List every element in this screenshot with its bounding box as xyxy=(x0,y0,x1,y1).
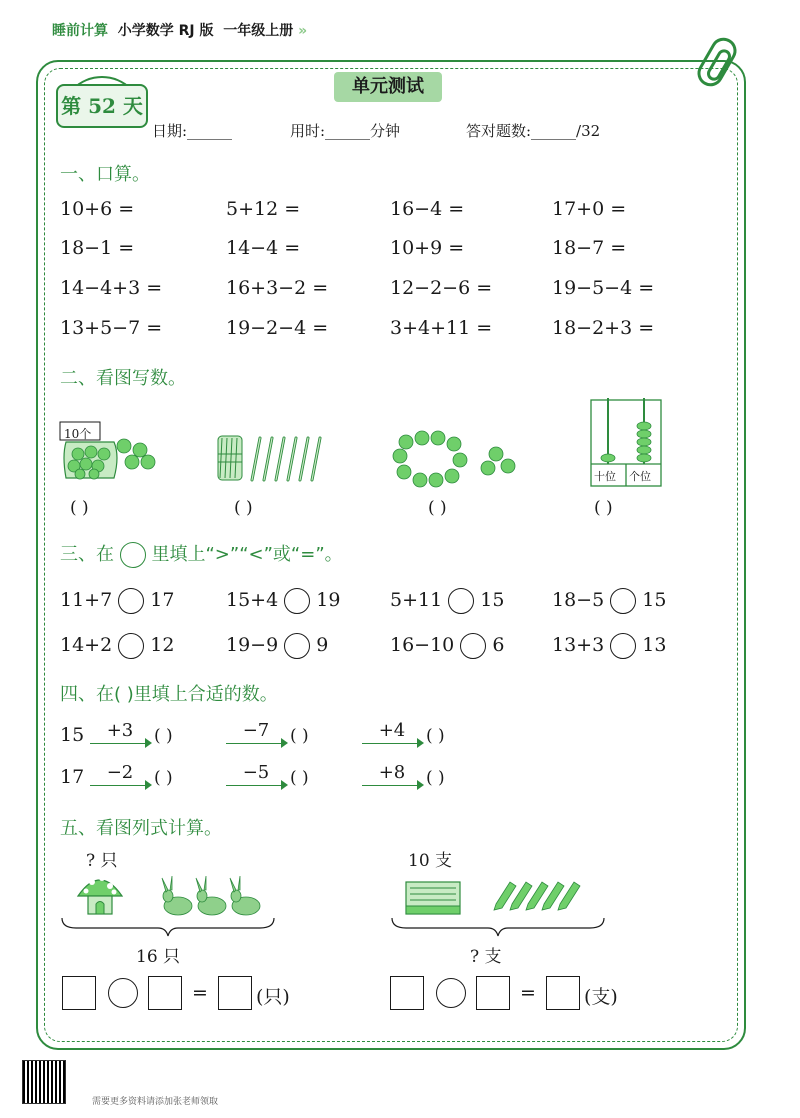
header-subject: 小学数学 RJ 版 xyxy=(117,23,214,39)
left-bottom-label: 16 只 xyxy=(136,947,181,967)
header-brand: 睡前计算 xyxy=(52,23,108,39)
chain-blank[interactable]: ( ) xyxy=(426,768,445,788)
chain-blank[interactable]: ( ) xyxy=(154,726,173,746)
equation: 18−7 = xyxy=(552,237,627,259)
day-badge: 第 52 天 xyxy=(56,84,148,128)
arrow-right-icon xyxy=(145,780,152,790)
answer-box[interactable] xyxy=(148,976,182,1010)
left-top-label: ? 只 xyxy=(86,851,118,871)
abacus-ones-label: 个位 xyxy=(629,470,651,483)
equation: 14−4+3 = xyxy=(60,277,163,299)
compare-circle[interactable] xyxy=(610,588,636,614)
chain-blank[interactable]: ( ) xyxy=(290,768,309,788)
arrow-op-label: −5 xyxy=(242,762,270,783)
compare-circle[interactable] xyxy=(284,633,310,659)
compare-circle[interactable] xyxy=(460,633,486,659)
answer-box[interactable] xyxy=(218,976,252,1010)
arrow-op-label: −2 xyxy=(106,762,134,783)
arrow-line xyxy=(226,743,286,745)
equation: 19−5−4 = xyxy=(552,277,655,299)
equation: 3+4+11 = xyxy=(390,317,493,339)
bag-label: 10个 xyxy=(64,427,92,441)
mushroom-rabbits-picture xyxy=(56,866,280,938)
chain-blank[interactable]: ( ) xyxy=(290,726,309,746)
compare-right: 13 xyxy=(642,634,667,656)
arrow-op-label: −7 xyxy=(242,720,270,741)
equation: 17+0 = xyxy=(552,198,627,220)
equation: 18−2+3 = xyxy=(552,317,655,339)
unit-label: (只) xyxy=(256,986,290,1008)
arrow-line xyxy=(226,785,286,787)
compare-left: 19−9 xyxy=(226,634,279,656)
circle-icon xyxy=(120,542,146,568)
arrow-line xyxy=(362,785,422,787)
section4-title: 四、在( )里填上合适的数。 xyxy=(60,684,278,705)
chevron-right-icon: » xyxy=(298,23,308,39)
answer-box[interactable] xyxy=(476,976,510,1010)
compare-circle[interactable] xyxy=(118,588,144,614)
equation: 19−2−4 = xyxy=(226,317,329,339)
footer-note: 需要更多资料请添加张老师领取 xyxy=(92,1097,219,1107)
qr-code[interactable] xyxy=(22,1060,66,1104)
chain-start: 15 xyxy=(60,724,85,746)
equation: 16−4 = xyxy=(390,198,465,220)
equation: 12−2−6 = xyxy=(390,277,493,299)
arrow-op-label: +8 xyxy=(378,762,406,783)
compare-item xyxy=(390,588,504,614)
right-bottom-label: ? 支 xyxy=(470,947,502,967)
pencil-box-picture xyxy=(386,866,612,938)
compare-item xyxy=(60,588,174,614)
arrow-operation xyxy=(90,762,150,786)
section1-title: 一、口算。 xyxy=(60,164,150,185)
equals-sign: = xyxy=(520,982,536,1004)
compare-item xyxy=(390,633,504,659)
date-field[interactable]: 日期:______ xyxy=(152,122,233,140)
equation: 14−4 = xyxy=(226,237,301,259)
arrow-right-icon xyxy=(417,780,424,790)
arrow-line xyxy=(90,785,150,787)
compare-item xyxy=(226,588,340,614)
compare-right: 12 xyxy=(150,634,175,656)
abacus-tens-label: 十位 xyxy=(594,470,616,483)
answer-blank[interactable]: ( ) xyxy=(428,498,447,518)
arrow-op-label: +4 xyxy=(378,720,406,741)
answer-box[interactable] xyxy=(62,976,96,1010)
arrow-right-icon xyxy=(281,738,288,748)
compare-right: 6 xyxy=(492,634,505,656)
compare-left: 14+2 xyxy=(60,634,113,656)
equation: 16+3−2 = xyxy=(226,277,329,299)
compare-item xyxy=(552,588,666,614)
compare-left: 13+3 xyxy=(552,634,605,656)
arrow-line xyxy=(362,743,422,745)
compare-item xyxy=(226,633,328,659)
header-grade: 一年级上册 xyxy=(223,23,294,39)
compare-left: 16−10 xyxy=(390,634,455,656)
equation: 13+5−7 = xyxy=(60,317,163,339)
operator-circle[interactable] xyxy=(436,978,466,1008)
equation: 10+6 = xyxy=(60,198,135,220)
equation: 5+12 = xyxy=(226,198,301,220)
chain-blank[interactable]: ( ) xyxy=(426,726,445,746)
equation: 18−1 = xyxy=(60,237,135,259)
compare-circle[interactable] xyxy=(118,633,144,659)
arrow-operation xyxy=(362,720,422,744)
compare-right: 15 xyxy=(642,589,667,611)
answer-blank[interactable]: ( ) xyxy=(70,498,89,518)
compare-right: 19 xyxy=(316,589,341,611)
compare-item xyxy=(552,633,666,659)
chain-start: 17 xyxy=(60,766,85,788)
arrow-right-icon xyxy=(417,738,424,748)
dot-ring-picture xyxy=(392,430,532,488)
arrow-right-icon xyxy=(145,738,152,748)
compare-right: 17 xyxy=(150,589,175,611)
compare-item xyxy=(60,633,174,659)
compare-left: 18−5 xyxy=(552,589,605,611)
time-field[interactable]: 用时:______分钟 xyxy=(290,122,401,140)
compare-left: 11+7 xyxy=(60,589,113,611)
arrow-line xyxy=(90,743,150,745)
compare-left: 15+4 xyxy=(226,589,279,611)
score-field[interactable]: 答对题数:______/32 xyxy=(466,122,601,140)
answer-box[interactable] xyxy=(546,976,580,1010)
operator-circle[interactable] xyxy=(108,978,138,1008)
answer-blank[interactable]: ( ) xyxy=(594,498,613,518)
answer-blank[interactable]: ( ) xyxy=(234,498,253,518)
sticks-picture xyxy=(214,432,334,488)
compare-circle[interactable] xyxy=(284,588,310,614)
equation: 10+9 = xyxy=(390,237,465,259)
arrow-op-label: +3 xyxy=(106,720,134,741)
header-bar xyxy=(52,20,307,40)
section5-title: 五、看图列式计算。 xyxy=(60,818,222,839)
arrow-operation xyxy=(362,762,422,786)
chain-blank[interactable]: ( ) xyxy=(154,768,173,788)
arrow-operation xyxy=(90,720,150,744)
arrow-right-icon xyxy=(281,780,288,790)
right-top-label: 10 支 xyxy=(408,851,453,871)
section3-title xyxy=(60,540,343,568)
compare-circle[interactable] xyxy=(610,633,636,659)
compare-circle[interactable] xyxy=(448,588,474,614)
arrow-operation xyxy=(226,720,286,744)
section3-title-before: 三、在 xyxy=(60,544,114,565)
compare-left: 5+11 xyxy=(390,589,443,611)
compare-right: 15 xyxy=(480,589,505,611)
section2-title: 二、看图写数。 xyxy=(60,368,186,389)
compare-right: 9 xyxy=(316,634,329,656)
unit-label: (支) xyxy=(584,986,618,1008)
equals-sign: = xyxy=(192,982,208,1004)
page-title: 单元测试 xyxy=(334,72,442,102)
arrow-operation xyxy=(226,762,286,786)
section3-title-after: 里填上“>”“<”或“=”。 xyxy=(151,544,343,565)
answer-box[interactable] xyxy=(390,976,424,1010)
